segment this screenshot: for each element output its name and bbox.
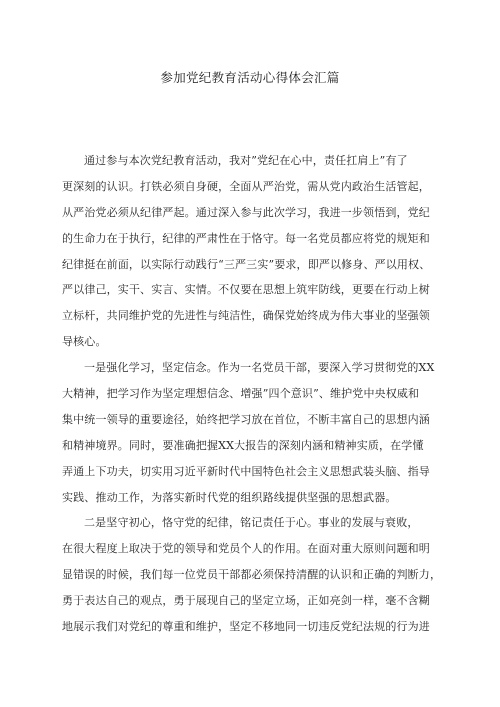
paragraph-line: 在很大程度上取决于党的领导和党员个人的作用。在面对重大原则问题和明 xyxy=(62,542,430,556)
paragraph-line: 地展示我们对党纪的尊重和维护，坚定不移地同一切违反党纪法规的行为进 xyxy=(62,620,430,634)
paragraph-line: 通过参与本次党纪教育活动，我对”党纪在心中，责任扛肩上”有了 xyxy=(84,154,408,167)
paragraph-line: 纪律挺在前面，以实际行动践行“三严三实”要求，即严以修身、严以用权、 xyxy=(62,257,431,271)
paragraph-line: 实践、推动工作，为落实新时代党的组织路线提供坚强的思想武器。 xyxy=(62,490,397,504)
paragraph-line: 勇于表达自己的观点，勇于展现自己的坚定立场，正如亮剑一样，毫不含糊 xyxy=(62,594,430,608)
paragraph-line: 从严治党必须从纪律严起。通过深入参与此次学习，我进一步领悟到，党纪 xyxy=(62,205,430,219)
paragraph-line: 二是坚守初心，恪守党的纪律，铭记责任于心。事业的发展与衰败， xyxy=(84,516,419,530)
paragraph-line: 一是强化学习，坚定信念。作为一名党员干部，要深入学习贯彻党的XX xyxy=(84,361,435,375)
paragraph-line: 和精神境界。同时，要准确把握XX大报告的深刻内涵和精神实质，在学懂 xyxy=(62,438,424,452)
paragraph-line: 更深刻的认识。打铁必须自身硬，全面从严治党，需从党内政治生活管起， xyxy=(62,179,430,193)
document-body xyxy=(62,148,442,640)
paragraph-line: 导核心。 xyxy=(62,335,107,349)
paragraph-line: 显错误的时候，我们每一位党员干部都必须保持清醒的认识和正确的判断力， xyxy=(62,568,442,582)
paragraph-line: 严以律己，实干、实言、实情。不仅要在思想上筑牢防线，更要在行动上树 xyxy=(62,283,430,297)
paragraph-line: 的生命力在于执行，纪律的严肃性在于恪守。每一名党员都应将党的规矩和 xyxy=(62,231,430,245)
paragraph-line: 集中统一领导的重要途径，始终把学习放在首位，不断丰富自己的思想内涵 xyxy=(62,412,430,426)
paragraph-line: 弄通上下功夫，切实用习近平新时代中国特色社会主义思想武装头脑、指导 xyxy=(62,464,430,478)
paragraph-line: 大精神，把学习作为坚定理想信念、增强”四个意识”、维护党中央权威和 xyxy=(62,387,420,401)
document-title: 参加党纪教育活动心得体会汇篇 xyxy=(160,70,340,85)
paragraph-line: 立标杆，共同维护党的先进性与纯洁性，确保党始终成为伟大事业的坚强领 xyxy=(62,309,430,323)
